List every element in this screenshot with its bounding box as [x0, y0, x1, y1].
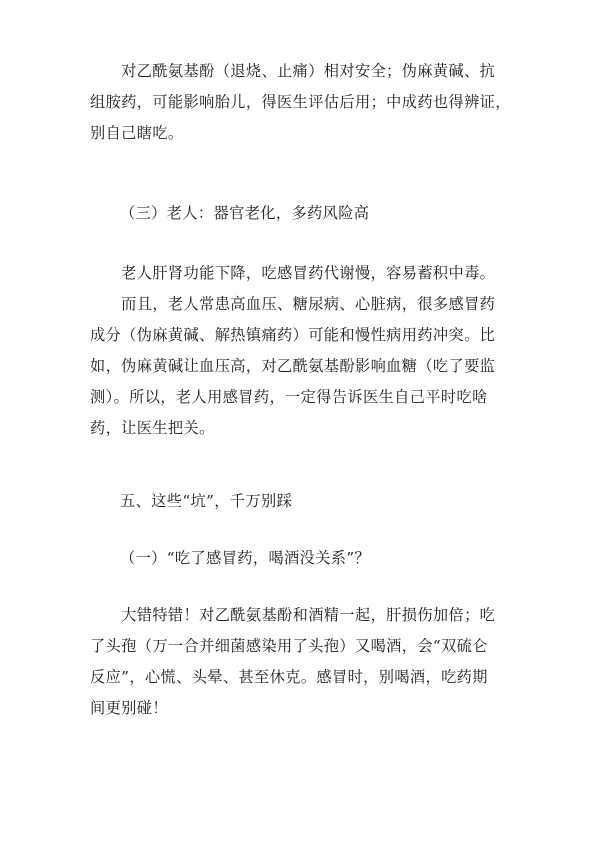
elderly-paragraph-1: [90, 258, 520, 289]
text-line: 间更别碰！: [90, 699, 168, 717]
text-line: 了头孢（万一合并细菌感染用了头孢）又喝酒，会“双硫仑: [90, 637, 488, 655]
section-five-heading: 五、这些“坑”，千万别踩: [120, 492, 293, 510]
alcohol-myth-heading: （一）“吃了感冒药，喝酒没关系”？: [120, 549, 371, 567]
text-line: 组胺药，可能影响胎儿，得医生评估后用；中成药也得辨证，: [90, 93, 511, 111]
elderly-paragraph-2: [90, 289, 520, 444]
text-line: 而且，老人常患高血压、糖尿病、心脏病，很多感冒药: [90, 295, 496, 313]
text-line: 对乙酰氨基酚（退烧、止痛）相对安全；伪麻黄碱、抗: [90, 62, 496, 80]
elderly-section-heading: （三）老人：器官老化，多药风险高: [120, 204, 370, 222]
text-line: 成分（伪麻黄碱、解热镇痛药）可能和慢性病用药冲突。比: [90, 326, 496, 344]
alcohol-paragraph: [90, 600, 520, 724]
text-line: 大错特错！对乙酰氨基酚和酒精一起，肝损伤加倍；吃: [90, 606, 496, 624]
text-line: 别自己瞎吃。: [90, 124, 184, 142]
text-line: 如，伪麻黄碱让血压高，对乙酰氨基酚影响血糖（吃了要监: [90, 357, 496, 375]
text-line: 测）。所以，老人用感冒药，一定得告诉医生自己平时吃啥: [90, 388, 488, 406]
text-line: 反应”，心慌、头晕、甚至休克。感冒时，别喝酒，吃药期: [90, 668, 488, 686]
text-line: 老人肝肾功能下降，吃感冒药代谢慢，容易蓄积中毒。: [90, 264, 496, 282]
pregnancy-medication-paragraph: [90, 56, 520, 149]
text-line: 药，让医生把关。: [90, 419, 215, 437]
